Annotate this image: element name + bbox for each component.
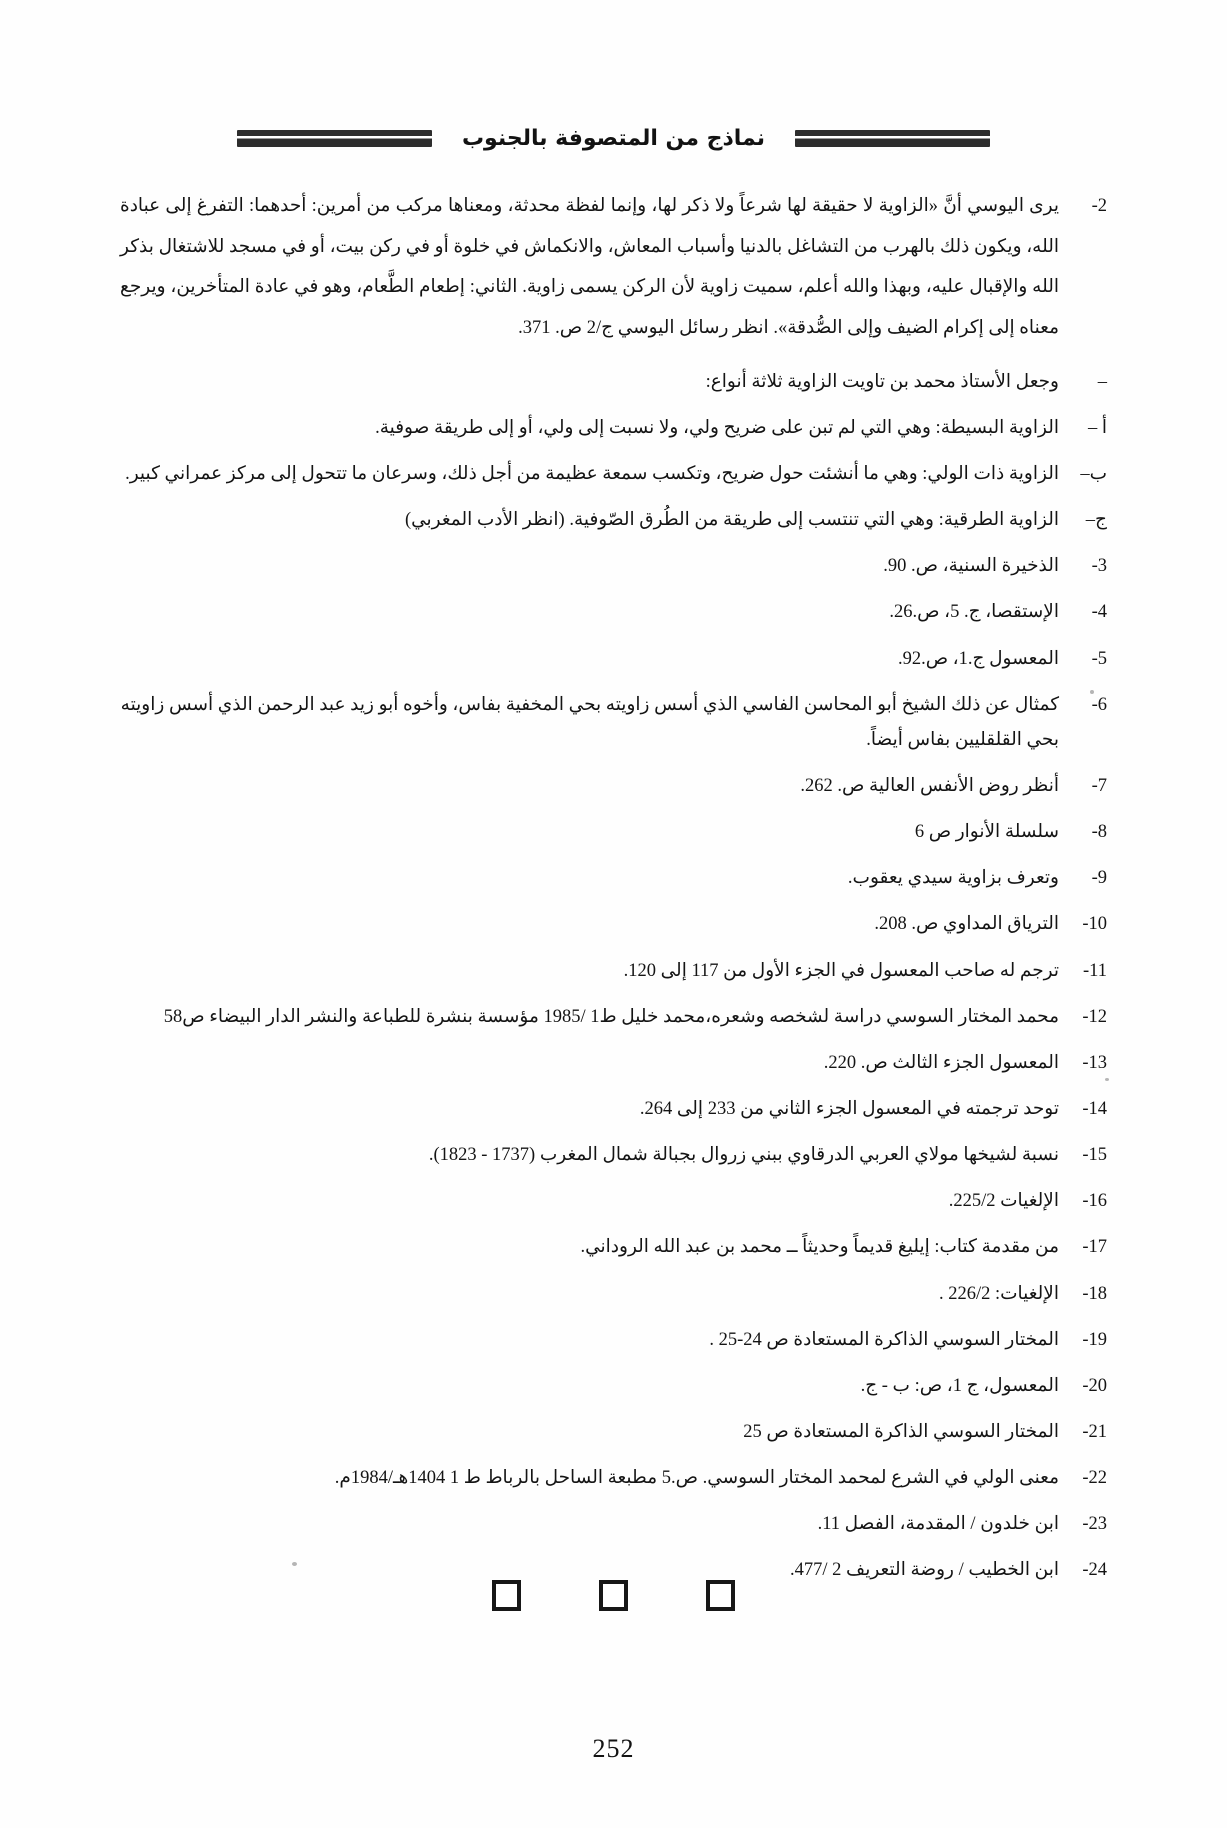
endnote-number: 2- [1091,196,1107,216]
endnote-text: المختار السوسي الذاكرة المستعادة ص 25 [743,1421,1059,1442]
endnote-item [120,1230,1107,1265]
endnote-number: 14- [1082,1099,1107,1119]
endnote-text: الزاوية الطرقية: وهي التي تنتسب إلى طريقة من الطُرق الصّوفية. (انظر الأدب المغربي) [404,510,1059,531]
header-rule-right-icon [795,130,990,147]
endnote-text: المعسول الجزء الثالث ص. 220. [823,1052,1059,1073]
endnote-item [120,503,1107,538]
endnote-text: أنظر روض الأنفس العالية ص. 262. [800,776,1059,797]
endnote-number: 17- [1082,1237,1107,1258]
endnote-item [120,411,1107,446]
square-ornament-icon [599,1580,628,1611]
endnote-number: 16- [1082,1191,1107,1212]
endnote-item [120,1415,1107,1450]
endnote-number: 23- [1082,1514,1107,1535]
endnote-item [120,1000,1107,1035]
endnote-item [120,1184,1107,1219]
endnote-item [120,1092,1107,1127]
endnote-text: المعسول، ج 1، ص: ب - ج. [860,1375,1059,1396]
endnote-number: 15- [1082,1145,1107,1166]
endnote-item [120,769,1107,804]
endnote-number: 9- [1091,868,1107,889]
endnote-number: 13- [1082,1052,1107,1073]
endnote-item [120,688,1107,758]
endnote-text: محمد المختار السوسي دراسة لشخصه وشعره،محمد خليل ط1 /1985 مؤسسة بنشرة للطباعة والنشر الدار البيضاء ص58 [163,1006,1059,1027]
header-rule-left-icon [237,130,432,147]
endnote-number: 21- [1082,1421,1107,1442]
ornament-row [0,1580,1227,1611]
endnote-number: 22- [1082,1468,1107,1489]
endnote-item [120,1277,1107,1312]
endnote-text: ترجم له صاحب المعسول في الجزء الأول من 117 إلى 120. [623,960,1059,981]
endnote-text: من مقدمة كتاب: إيليغ قديماً وحديثاً ــ محمد بن عبد الله الروداني. [580,1237,1059,1258]
endnote-text: توحد ترجمته في المعسول الجزء الثاني من 233 إلى 264. [639,1099,1059,1119]
endnote-number: 7- [1091,776,1107,797]
endnote-item [120,1507,1107,1542]
endnote-item [120,1046,1107,1081]
endnote-item [120,642,1107,677]
endnote-text: الترياق المداوي ص. 208. [874,914,1059,935]
endnote-text: الإلغيات: 226/2 . [938,1283,1059,1304]
endnote-item [120,1138,1107,1173]
endnotes-list [120,186,1107,1600]
endnote-item [120,1323,1107,1358]
endnote-number: أ – [1087,417,1107,438]
endnote-number: 11- [1083,960,1107,981]
endnote-item [120,595,1107,630]
endnote-number: 18- [1082,1283,1107,1304]
endnote-text: الزاوية ذات الولي: وهي ما أنشئت حول ضريح، وتكسب سمعة عظيمة من أجل ذلك، وسرعان ما تتحول إلى مركز عمراني كبير. [125,464,1059,485]
endnote-text: المختار السوسي الذاكرة المستعادة ص 24-25 . [709,1329,1059,1350]
square-ornament-icon [706,1580,735,1611]
square-ornament-icon [492,1580,521,1611]
endnote-item [120,549,1107,584]
endnote-item [120,815,1107,850]
endnote-number: 12- [1082,1006,1107,1027]
endnote-number: 24- [1082,1560,1107,1581]
endnote-item [120,365,1107,400]
endnote-number: 3- [1091,556,1107,577]
endnote-number: 8- [1091,822,1107,843]
endnote-text: المعسول ج.1، ص.92. [897,648,1059,669]
endnote-number: 4- [1091,602,1107,623]
endnote-item [120,457,1107,492]
endnote-text: كمثال عن ذلك الشيخ أبو المحاسن الفاسي الذي أسس زاويته بحي المخفية بفاس، وأخوه أبو زيد عبد الرحمن الذي أسس زاويته بحي القلقليين بفاس أيضاً. [120,694,1059,750]
endnote-item [120,1461,1107,1496]
endnote-text: نسبة لشيخها مولاي العربي الدرقاوي ببني زروال بجبالة شمال المغرب (1737 - 1823). [428,1145,1059,1166]
endnote-number: 5- [1091,648,1107,669]
endnote-text: معنى الولي في الشرع لمحمد المختار السوسي. ص.5 مطبعة الساحل بالرباط ط 1 1404هـ/1984م. [334,1468,1059,1489]
endnote-text: ابن خلدون / المقدمة، الفصل 11. [817,1514,1059,1535]
endnote-text: الإلغيات 225/2. [948,1191,1059,1212]
endnote-number: 6- [1091,694,1107,715]
endnote-number: – [1097,371,1107,392]
endnote-text: وتعرف بزاوية سيدي يعقوب. [847,868,1059,889]
endnote-text: الإستقصا، ج. 5، ص.26. [889,602,1059,623]
endnote-item [120,186,1107,349]
endnote-item [120,1369,1107,1404]
endnote-text: الزاوية البسيطة: وهي التي لم تبن على ضريح ولي، ولا نسبت إلى ولي، أو إلى طريقة صوفية. [375,417,1059,438]
endnote-number: ج– [1085,510,1107,531]
endnote-number: ب– [1080,464,1107,485]
endnote-number: 19- [1082,1329,1107,1350]
page-title: نماذج من المتصوفة بالجنوب [461,125,766,151]
endnote-text: وجعل الأستاذ محمد بن تاويت الزاوية ثلاثة أنواع: [705,371,1059,392]
endnote-text: ابن الخطيب / روضة التعريف 2 /477. [790,1560,1059,1581]
endnote-text: الذخيرة السنية، ص. 90. [883,556,1059,577]
page-header [118,118,1109,158]
endnote-text: يرى اليوسي أنَّ «الزاوية لا حقيقة لها شرعاً ولا ذكر لها، وإنما لفظة محدثة، ومعناها مركب من أمرين: أحدهما: التفرغ إلى عبادة الله، ويكون ذلك بالهرب من التشاغل بالدنيا وأسباب المعاش، والانكماش في خلوة أو في ركن بيت، أو في مسجد للاشتغال بذكر الله والإقبال عليه، وبهذا والله أعلم، سميت زاوية لأن الركن يسمى زاوية. الثاني: إطعام الطَّعام، وهو في عادة المتأخرين، ويرجع معناه إلى إكرام الضيف وإلى الصُّدقة». انظر رسائل اليوسي ج/2 ص. 371. [120,196,1059,339]
endnote-item [120,907,1107,942]
endnote-text: سلسلة الأنوار ص 6 [914,822,1059,843]
page-number: 252 [592,1734,635,1763]
endnote-item [120,861,1107,896]
endnote-number: 20- [1082,1375,1107,1396]
endnote-number: 10- [1082,914,1107,935]
endnote-item [120,954,1107,989]
